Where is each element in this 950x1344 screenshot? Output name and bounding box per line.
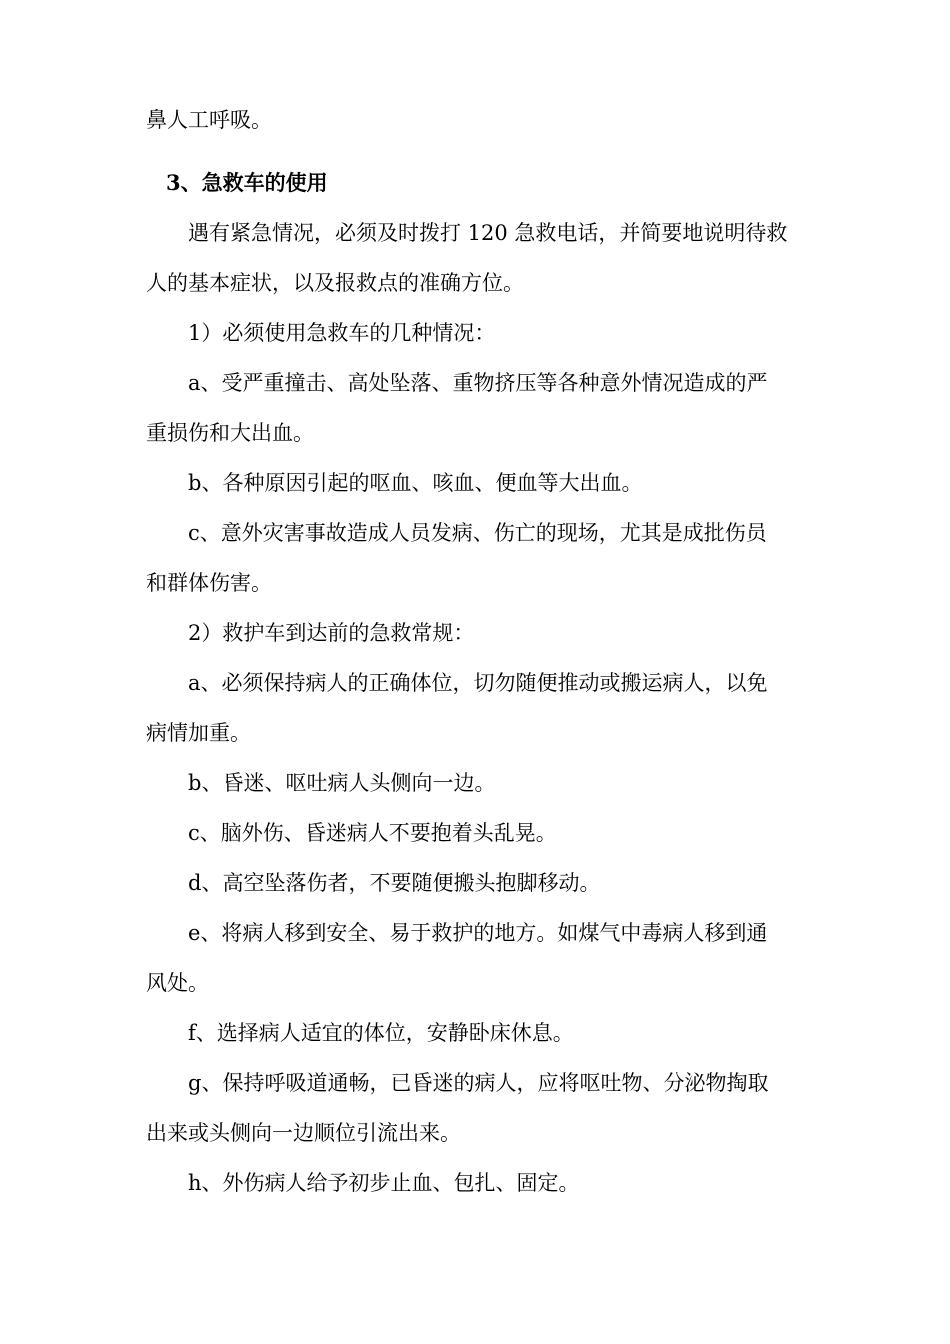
list-item-line: 和群体伤害。 bbox=[146, 571, 272, 595]
list-item-line: 风处。 bbox=[146, 971, 209, 995]
list-item-line: b、昏迷、呕吐病人头侧向一边。 bbox=[188, 771, 496, 795]
paragraph-line: 人的基本症状，以及报救点的准确方位。 bbox=[146, 271, 524, 295]
list-item-line: c、意外灾害事故造成人员发病、伤亡的现场，尤其是成批伤员 bbox=[188, 521, 767, 545]
subsection-heading: 1）必须使用急救车的几种情况： bbox=[188, 321, 496, 345]
list-item-line: c、脑外伤、昏迷病人不要抱着头乱晃。 bbox=[188, 821, 557, 845]
list-item-line: d、高空坠落伤者，不要随便搬头抱脚移动。 bbox=[188, 871, 601, 895]
list-item-line: 重损伤和大出血。 bbox=[146, 421, 314, 445]
list-item-line: a、必须保持病人的正确体位，切勿随便推动或搬运病人，以免 bbox=[188, 671, 768, 695]
text-line: 鼻人工呼吸。 bbox=[146, 108, 272, 132]
list-item-line: 出来或头侧向一边顺位引流出来。 bbox=[146, 1121, 461, 1145]
paragraph-line: 遇有紧急情况，必须及时拨打 120 急救电话，并简要地说明待救 bbox=[188, 221, 788, 245]
section-heading: 3、急救车的使用 bbox=[166, 170, 328, 195]
list-item-line: f、选择病人适宜的体位，安静卧床休息。 bbox=[188, 1021, 574, 1045]
list-item-line: e、将病人移到安全、易于救护的地方。如煤气中毒病人移到通 bbox=[188, 921, 768, 945]
list-item-line: b、各种原因引起的呕血、咳血、便血等大出血。 bbox=[188, 471, 643, 495]
list-item-line: h、外伤病人给予初步止血、包扎、固定。 bbox=[188, 1171, 580, 1195]
list-item-line: a、受严重撞击、高处坠落、重物挤压等各种意外情况造成的严 bbox=[188, 371, 768, 395]
subsection-heading: 2）救护车到达前的急救常规： bbox=[188, 621, 475, 645]
list-item-line: 病情加重。 bbox=[146, 721, 251, 745]
list-item-line: g、保持呼吸道通畅，已昏迷的病人，应将呕吐物、分泌物掏取 bbox=[188, 1071, 769, 1095]
